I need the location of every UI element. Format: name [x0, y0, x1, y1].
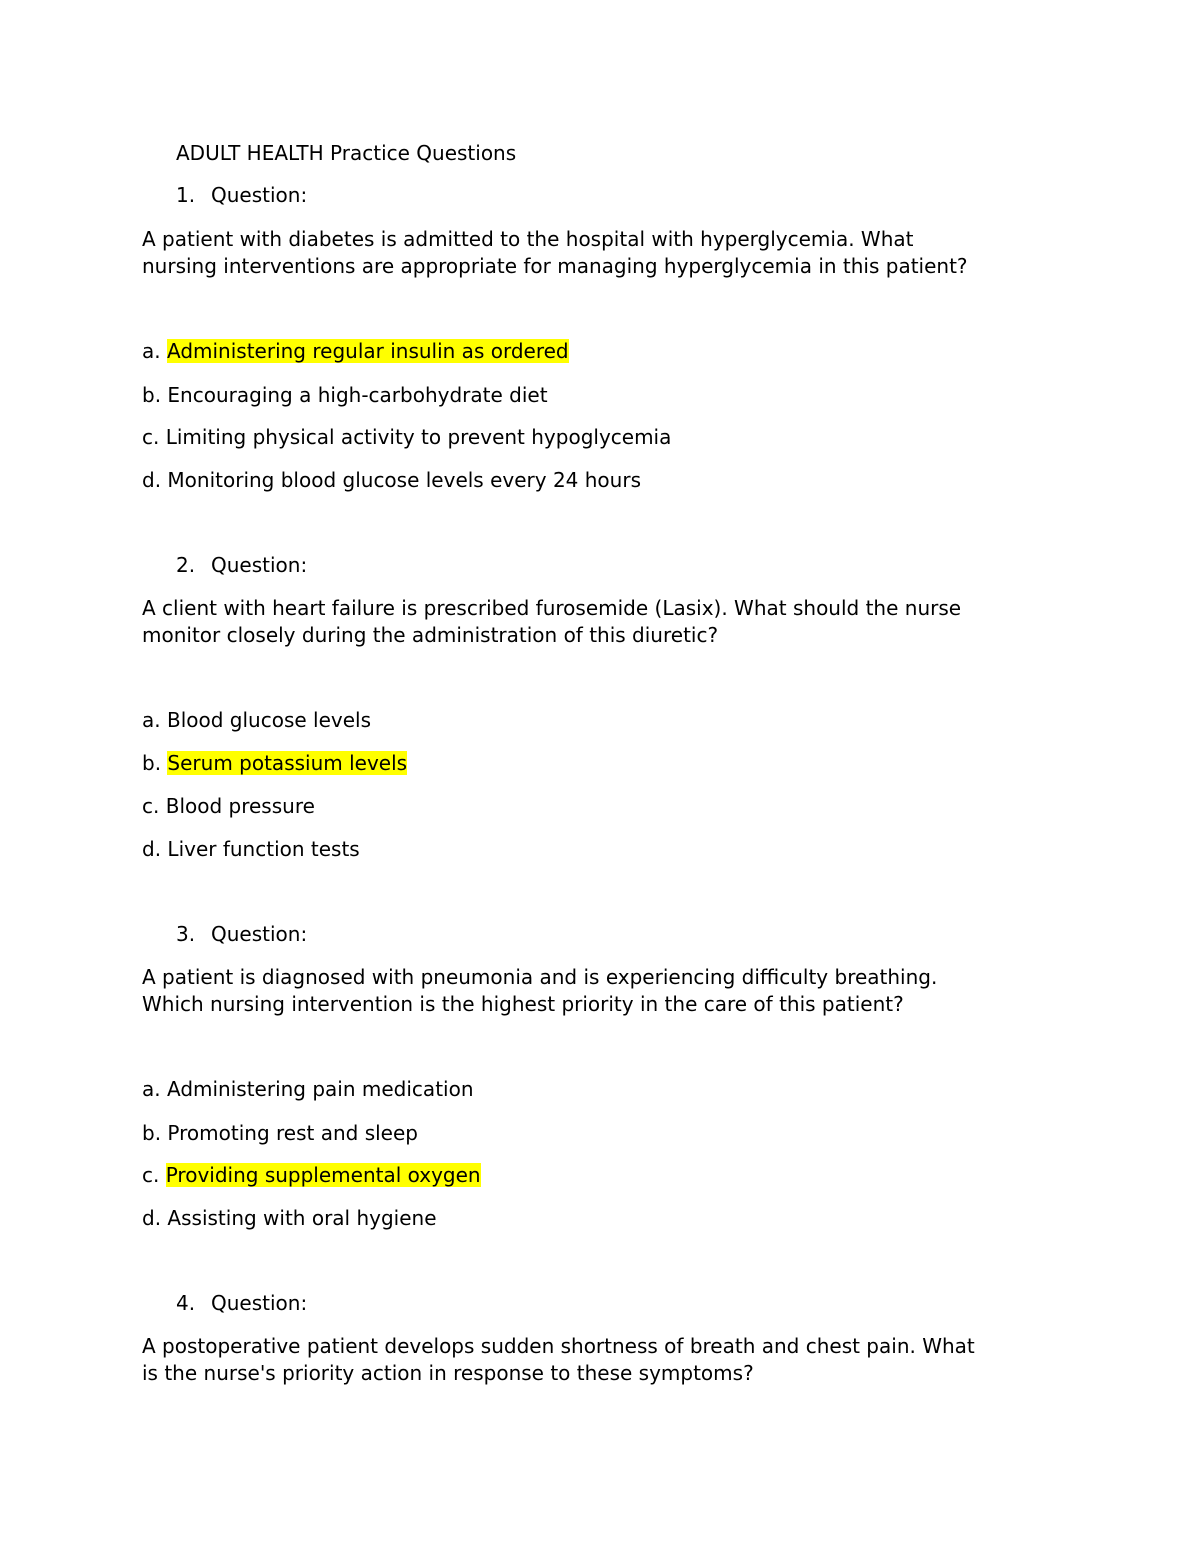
- document-title: ADULT HEALTH Practice Questions: [176, 141, 517, 165]
- question-1-text-line-2: nursing interventions are appropriate for managing hyperglycemia in this patient?: [142, 254, 968, 278]
- question-label: Question:: [211, 553, 308, 577]
- option-letter: d.: [142, 1206, 162, 1230]
- option-text: Promoting rest and sleep: [167, 1121, 418, 1145]
- option-text: Assisting with oral hygiene: [167, 1206, 437, 1230]
- question-2-option-a: [142, 707, 371, 734]
- question-4-heading: [176, 1290, 307, 1317]
- question-3-text-line-2: Which nursing intervention is the highest priority in the care of this patient?: [142, 992, 904, 1016]
- option-text-highlighted: Administering regular insulin as ordered: [166, 339, 569, 363]
- question-4-text-line-2: is the nurse's priority action in response to these symptoms?: [142, 1361, 754, 1385]
- question-number: 2.: [176, 553, 196, 577]
- option-letter: a.: [142, 339, 161, 363]
- question-3-option-b: [142, 1120, 418, 1147]
- option-letter: a.: [142, 1077, 161, 1101]
- question-label: Question:: [211, 922, 308, 946]
- question-2-heading: [176, 552, 307, 579]
- option-text-highlighted: Providing supplemental oxygen: [165, 1163, 481, 1187]
- question-label: Question:: [211, 1291, 308, 1315]
- question-2-option-c: [142, 793, 315, 820]
- option-text: Limiting physical activity to prevent hypoglycemia: [165, 425, 672, 449]
- option-letter: b.: [142, 383, 162, 407]
- option-text: Liver function tests: [167, 837, 360, 861]
- question-1-option-b: [142, 382, 548, 409]
- option-letter: c.: [142, 794, 160, 818]
- question-3-option-c: [142, 1162, 481, 1189]
- option-text-highlighted: Serum potassium levels: [167, 751, 408, 775]
- question-label: Question:: [211, 183, 308, 207]
- question-1-option-a: [142, 338, 569, 365]
- question-3-option-a: [142, 1076, 474, 1103]
- question-1-option-c: [142, 424, 671, 451]
- option-text: Blood glucose levels: [166, 708, 372, 732]
- option-letter: d.: [142, 837, 162, 861]
- question-number: 3.: [176, 922, 196, 946]
- question-number: 4.: [176, 1291, 196, 1315]
- option-text: Administering pain medication: [166, 1077, 474, 1101]
- question-1-text-line-1: A patient with diabetes is admitted to the hospital with hyperglycemia. What: [142, 227, 914, 251]
- option-letter: b.: [142, 1121, 162, 1145]
- option-text: Blood pressure: [165, 794, 315, 818]
- option-text: Monitoring blood glucose levels every 24 hours: [167, 468, 641, 492]
- question-3-option-d: [142, 1205, 437, 1232]
- question-2-option-d: [142, 836, 360, 863]
- question-2-text-line-1: A client with heart failure is prescribed furosemide (Lasix). What should the nurse: [142, 596, 962, 620]
- question-1-heading: [176, 182, 307, 209]
- option-letter: a.: [142, 708, 161, 732]
- question-2-text-line-2: monitor closely during the administration of this diuretic?: [142, 623, 719, 647]
- question-1-option-d: [142, 467, 641, 494]
- question-3-heading: [176, 921, 307, 948]
- question-number: 1.: [176, 183, 196, 207]
- question-4-text-line-1: A postoperative patient develops sudden shortness of breath and chest pain. What: [142, 1334, 975, 1358]
- question-2-option-b: [142, 750, 407, 777]
- option-text: Encouraging a high-carbohydrate diet: [167, 383, 548, 407]
- option-letter: b.: [142, 751, 162, 775]
- option-letter: c.: [142, 425, 160, 449]
- option-letter: c.: [142, 1163, 160, 1187]
- question-3-text-line-1: A patient is diagnosed with pneumonia and is experiencing difficulty breathing.: [142, 965, 938, 989]
- option-letter: d.: [142, 468, 162, 492]
